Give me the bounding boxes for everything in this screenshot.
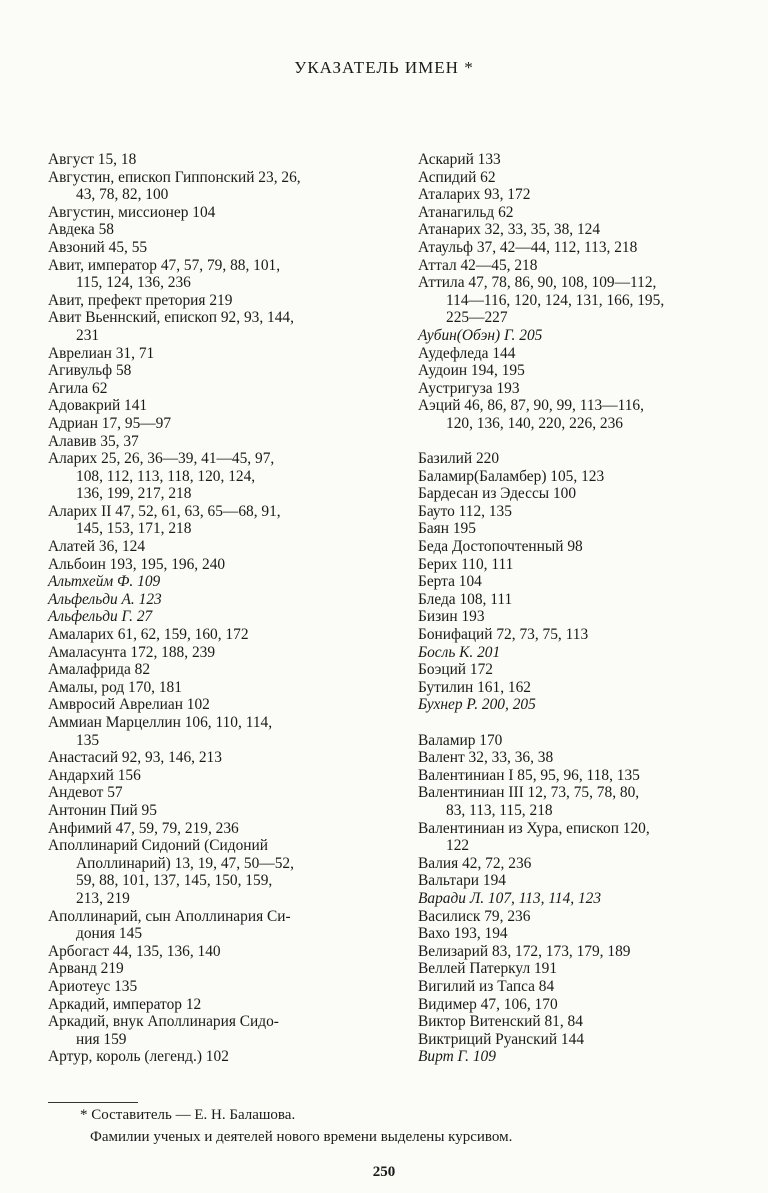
index-entry: Альбоин 193, 195, 196, 240 (48, 555, 226, 573)
index-entry: Арбогаст 44, 135, 136, 140 (48, 942, 221, 960)
index-entry: Атаульф 37, 42—44, 112, 113, 218 (418, 238, 638, 256)
index-entry-continuation: 43, 78, 82, 100 (76, 186, 169, 204)
index-entry: Бонифаций 72, 73, 75, 113 (418, 626, 589, 644)
index-entry: Алавив 35, 37 (48, 432, 139, 450)
index-entry-continuation: 145, 153, 171, 218 (76, 520, 192, 538)
index-entry: Аполлинарий Сидоний (Сидоний (48, 837, 268, 855)
index-entry: Аубин(Обэн) Г. 205 (418, 326, 543, 344)
index-entry-continuation: 120, 136, 140, 220, 226, 236 (446, 414, 623, 432)
index-entry: Бауто 112, 135 (418, 502, 512, 520)
index-entry: Вахо 193, 194 (418, 925, 508, 943)
index-entry: Базилий 220 (418, 450, 500, 468)
index-entry: Валентиниан III 12, 73, 75, 78, 80, (418, 784, 640, 802)
index-entry: Августин, епископ Гиппонский 23, 26, (48, 168, 301, 186)
index-entry: Валентиниан I 85, 95, 96, 118, 135 (418, 766, 640, 784)
index-entry: Аскарий 133 (418, 151, 501, 168)
index-entry-continuation: 135 (76, 731, 100, 749)
index-entry: Артур, король (легенд.) 102 (48, 1048, 229, 1066)
index-entry: Аполлинарий, сын Аполлинария Си- (48, 907, 291, 925)
index-entry-continuation: ния 159 (76, 1030, 127, 1048)
index-entry: Амвросий Аврелиан 102 (48, 696, 210, 714)
index-entry: Анфимий 47, 59, 79, 219, 236 (48, 819, 239, 837)
index-entry: Аркадий, внук Аполлинария Сидо- (48, 1013, 279, 1031)
index-entry: Андархий 156 (48, 766, 141, 784)
index-entry: Авзоний 45, 55 (48, 238, 148, 256)
index-entry: Боэций 172 (418, 661, 493, 679)
index-entry: Августин, миссионер 104 (48, 203, 216, 221)
index-entry: Аэций 46, 86, 87, 90, 99, 113—116, (418, 397, 644, 415)
index-entry: Видимер 47, 106, 170 (418, 995, 558, 1013)
index-entry: Варади Л. 107, 113, 114, 123 (418, 889, 602, 907)
footnote-rule (48, 1102, 138, 1103)
index-entry-continuation: 59, 88, 101, 137, 145, 150, 159, (76, 872, 273, 890)
index-entry: Анастасий 92, 93, 146, 213 (48, 749, 222, 767)
index-column-left (48, 151, 373, 1066)
index-entry-continuation: 213, 219 (76, 889, 130, 907)
index-entry: Атанарих 32, 33, 35, 38, 124 (418, 221, 601, 239)
index-entry: Антонин Пий 95 (48, 801, 157, 819)
index-entry: Адовакрий 141 (48, 397, 148, 415)
index-entry: Беда Достопочтенный 98 (418, 538, 583, 556)
index-entry: Берта 104 (418, 573, 482, 591)
index-entry: Бухнер Р. 200, 205 (418, 696, 536, 714)
index-entry: Аттила 47, 78, 86, 90, 108, 109—112, (418, 274, 657, 292)
footnote-compiler: * Составитель — Е. Н. Балашова. (80, 1107, 296, 1123)
index-entry: Авит Вьеннский, епископ 92, 93, 144, (48, 309, 294, 327)
index-entry: Аврелиан 31, 71 (48, 344, 155, 362)
index-entry: Алатей 36, 124 (48, 538, 146, 556)
index-entry: Авит, префект претория 219 (48, 291, 233, 309)
index-entry: Босль К. 201 (418, 643, 501, 661)
index-entry: Агила 62 (48, 379, 108, 397)
index-entry: Валентиниан из Хура, епископ 120, (418, 819, 650, 837)
index-column-right (418, 151, 748, 1066)
page-title: УКАЗАТЕЛЬ ИМЕН * (294, 58, 474, 77)
index-entry: Атанагильд 62 (418, 203, 514, 221)
index-entry-continuation: 122 (446, 837, 470, 855)
index-entry: Авдека 58 (48, 221, 114, 239)
index-entry: Аркадий, император 12 (48, 995, 202, 1013)
index-entry: Велизарий 83, 172, 173, 179, 189 (418, 942, 631, 960)
index-entry: Андевот 57 (48, 784, 123, 802)
index-entry: Василиск 79, 236 (418, 907, 531, 925)
index-entry: Берих 110, 111 (418, 555, 514, 573)
index-entry: Баламир(Баламбер) 105, 123 (418, 467, 605, 485)
index-entry: Агивульф 58 (48, 362, 132, 380)
index-entry-continuation: 231 (76, 326, 100, 344)
footnote-note: Фамилии ученых и деятелей нового времени выделены курсивом. (90, 1129, 513, 1145)
index-entry: Вигилий из Тапса 84 (418, 977, 555, 995)
index-entry-continuation: 114—116, 120, 124, 131, 166, 195, (446, 291, 665, 309)
index-entry: Валент 32, 33, 36, 38 (418, 749, 554, 767)
index-entry: Аспидий 62 (418, 168, 496, 186)
index-entry: Адриан 17, 95—97 (48, 414, 172, 432)
index-entry: Август 15, 18 (48, 151, 137, 168)
index-entry-continuation: 225—227 (446, 309, 508, 327)
index-entry: Амалафрида 82 (48, 661, 151, 679)
index-letter-gap (418, 433, 748, 451)
index-entry: Виктриций Руанский 144 (418, 1030, 585, 1048)
index-entry-continuation: Аполлинарий) 13, 19, 47, 50—52, (76, 854, 294, 872)
index-entry: Аларих 25, 26, 36—39, 41—45, 97, (48, 450, 275, 468)
index-entry: Аммиан Марцеллин 106, 110, 114, (48, 714, 273, 731)
index-entry: Бизин 193 (418, 608, 485, 626)
index-entry: Вальтари 194 (418, 872, 506, 890)
index-entry-continuation: 115, 124, 136, 236 (76, 274, 191, 292)
index-entry: Альфельди А. 123 (48, 590, 162, 608)
index-entry: Альфельди Г. 27 (48, 608, 153, 626)
index-entry: Ариотеус 135 (48, 977, 138, 995)
index-entry: Альтхейм Ф. 109 (48, 573, 161, 591)
index-entry: Виктор Витенский 81, 84 (418, 1013, 583, 1031)
index-letter-gap (418, 714, 748, 732)
index-entry: Аларих II 47, 52, 61, 63, 65—68, 91, (48, 502, 281, 520)
index-entry-continuation: 83, 113, 115, 218 (446, 801, 553, 819)
index-entry: Валамир 170 (418, 731, 503, 749)
index-entry-continuation: дония 145 (76, 925, 143, 943)
index-entry: Авит, император 47, 57, 79, 88, 101, (48, 256, 281, 274)
index-entry: Бардесан из Эдессы 100 (418, 485, 577, 503)
index-entry-continuation: 108, 112, 113, 118, 120, 124, (76, 467, 256, 485)
index-entry-continuation: 136, 199, 217, 218 (76, 485, 192, 503)
index-entry: Валия 42, 72, 236 (418, 854, 532, 872)
index-entry: Аустригуза 193 (418, 379, 520, 397)
index-entry: Аталарих 93, 172 (418, 186, 531, 204)
index-entry: Аудефледа 144 (418, 344, 516, 362)
index-entry: Баян 195 (418, 520, 476, 538)
page-number: 250 (372, 1164, 396, 1180)
index-entry: Аттал 42—45, 218 (418, 256, 538, 274)
index-entry: Бледа 108, 111 (418, 590, 513, 608)
index-entry: Амалы, род 170, 181 (48, 678, 182, 696)
index-entry: Амаласунта 172, 188, 239 (48, 643, 216, 661)
index-entry: Амаларих 61, 62, 159, 160, 172 (48, 626, 249, 644)
index-entry: Веллей Патеркул 191 (418, 960, 558, 978)
index-entry: Арванд 219 (48, 960, 124, 978)
index-entry: Аудоин 194, 195 (418, 362, 525, 380)
index-entry: Бутилин 161, 162 (418, 678, 531, 696)
index-entry: Вирт Г. 109 (418, 1048, 496, 1066)
